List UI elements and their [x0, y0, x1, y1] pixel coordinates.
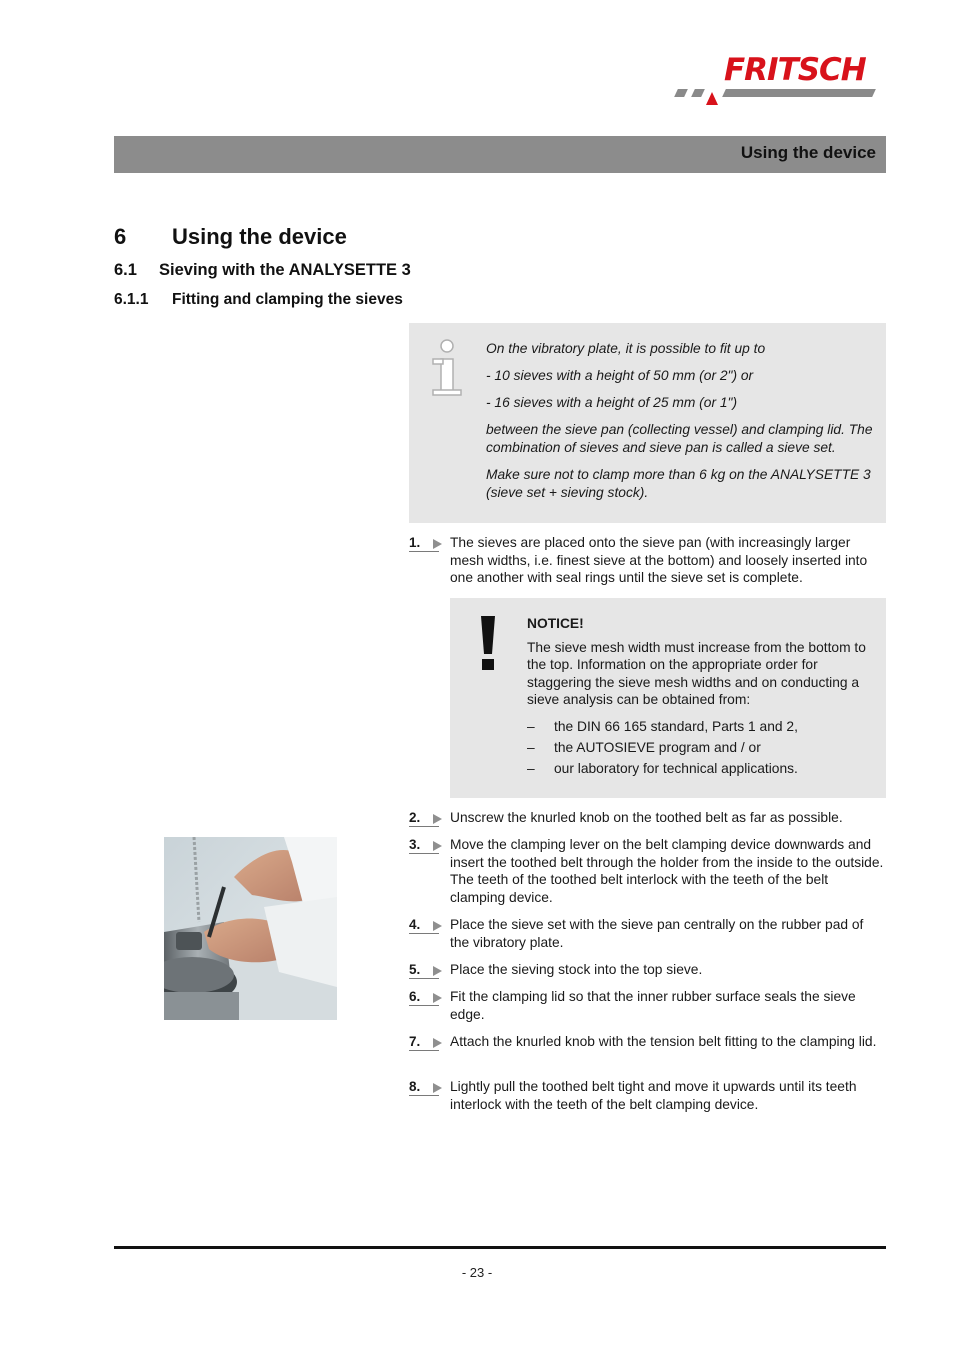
subsection-number: 6.1.1: [114, 291, 149, 308]
step-arrow-icon: [433, 993, 442, 1003]
info-paragraph: between the sieve pan (collecting vessel) and clamping lid. The combination of sieves and sieve pan is called a sieve set.: [486, 422, 873, 455]
info-paragraph: - 10 sieves with a height of 50 mm (or 2") or: [486, 368, 754, 383]
step-arrow-icon: [433, 841, 442, 851]
step-number: 1.: [409, 534, 445, 552]
chapter-number: 6: [114, 224, 127, 249]
step-text: Move the clamping lever on the belt clamping device downwards and insert the toothed belt through the holder from the inside to the outside. The teeth of the toothed belt interlock with the teeth of the belt clamping device.: [450, 837, 884, 905]
notice-list-item: – the AUTOSIEVE program and / or: [527, 740, 761, 756]
step-6: [409, 988, 886, 1023]
step-number: 5.: [409, 961, 445, 979]
list-dash: –: [527, 761, 535, 777]
chapter-title: Using the device: [172, 224, 347, 249]
section-heading: [114, 261, 411, 280]
step-4: [409, 916, 886, 951]
step-3: [409, 836, 886, 906]
notice-body: The sieve mesh width must increase from the bottom to the top. Information on the appropriate order for staggering the sieve mesh widths and on conducting a sieve analysis can be obtained from:: [527, 639, 866, 708]
info-icon: [431, 339, 463, 397]
step-number: 7.: [409, 1033, 445, 1051]
step-underline: [409, 826, 439, 827]
step-5: [409, 961, 886, 979]
info-paragraph: - 16 sieves with a height of 25 mm (or 1"): [486, 395, 738, 410]
subsection-heading: [114, 291, 403, 309]
footer-rule: [114, 1246, 886, 1249]
step-number: 3.: [409, 836, 445, 854]
info-box: [409, 323, 886, 523]
notice-list: [527, 718, 883, 778]
exclamation-icon: [478, 616, 498, 671]
section-title: Sieving with the ANALYSETTE 3: [159, 261, 411, 279]
step-number: 8.: [409, 1078, 445, 1096]
fritsch-logo: [668, 52, 886, 112]
step-arrow-icon: [433, 539, 442, 549]
subsection-title: Fitting and clamping the sieves: [172, 291, 403, 308]
notice-list-item: – our laboratory for technical applications.: [527, 761, 798, 777]
step-arrow-icon: [433, 1083, 442, 1093]
notice-box: [450, 598, 886, 798]
step-text: Attach the knurled knob with the tension belt fitting to the clamping lid.: [450, 1034, 877, 1049]
info-paragraph: Make sure not to clamp more than 6 kg on the ANALYSETTE 3 (sieve set + sieving stock).: [486, 467, 871, 500]
section-number: 6.1: [114, 261, 137, 279]
step-8: [409, 1078, 886, 1113]
step-text: Place the sieving stock into the top sieve.: [450, 962, 703, 977]
step-underline: [409, 853, 439, 854]
notice-list-item: – the DIN 66 165 standard, Parts 1 and 2,: [527, 718, 798, 734]
step-number: 2.: [409, 809, 445, 827]
step-text: Lightly pull the toothed belt tight and move it upwards until its teeth interlock with the teeth of the belt clamping device.: [450, 1079, 857, 1112]
logo-bar-small-2: [691, 89, 705, 97]
step-arrow-icon: [433, 1038, 442, 1048]
step-1: [409, 534, 886, 587]
notice-text: [527, 615, 883, 781]
section-header-band: [114, 136, 886, 173]
step-2: [409, 809, 886, 827]
chapter-heading: [114, 224, 347, 250]
info-text: [486, 340, 882, 511]
step-7: [409, 1033, 886, 1051]
step-number: 6.: [409, 988, 445, 1006]
step-arrow-icon: [433, 814, 442, 824]
step-text: Unscrew the knurled knob on the toothed belt as far as possible.: [450, 810, 843, 825]
step-arrow-icon: [433, 966, 442, 976]
step-text: The sieves are placed onto the sieve pan (with increasingly larger mesh widths, i.e. finest sieve at the bottom) and loosely inserted into one another with seal rings until the sieve set is complete.: [450, 535, 868, 586]
logo-wordmark: FRITSCH: [724, 52, 866, 88]
section-header-title: Using the device: [740, 143, 876, 162]
step-underline: [409, 978, 439, 979]
step-underline: [409, 1005, 439, 1006]
step-underline: [409, 933, 439, 934]
page-number: - 23 -: [461, 1265, 493, 1280]
logo-triangle: [706, 92, 718, 105]
logo-bar-long: [722, 89, 876, 97]
list-dash: –: [527, 740, 535, 756]
list-dash: –: [527, 718, 535, 734]
logo-bar-small-1: [674, 89, 688, 97]
step-number: 4.: [409, 916, 445, 934]
step-underline: [409, 1050, 439, 1051]
info-paragraph: On the vibratory plate, it is possible to fit up to: [486, 341, 766, 356]
step-arrow-icon: [433, 921, 442, 931]
step-text: Place the sieve set with the sieve pan centrally on the rubber pad of the vibratory plate.: [450, 917, 864, 950]
notice-title: NOTICE!: [527, 616, 584, 631]
step-underline: [409, 1095, 439, 1096]
clamping-photo: [164, 837, 337, 1020]
step-text: Fit the clamping lid so that the inner rubber surface seals the sieve edge.: [450, 989, 856, 1022]
step-underline: [409, 551, 439, 552]
